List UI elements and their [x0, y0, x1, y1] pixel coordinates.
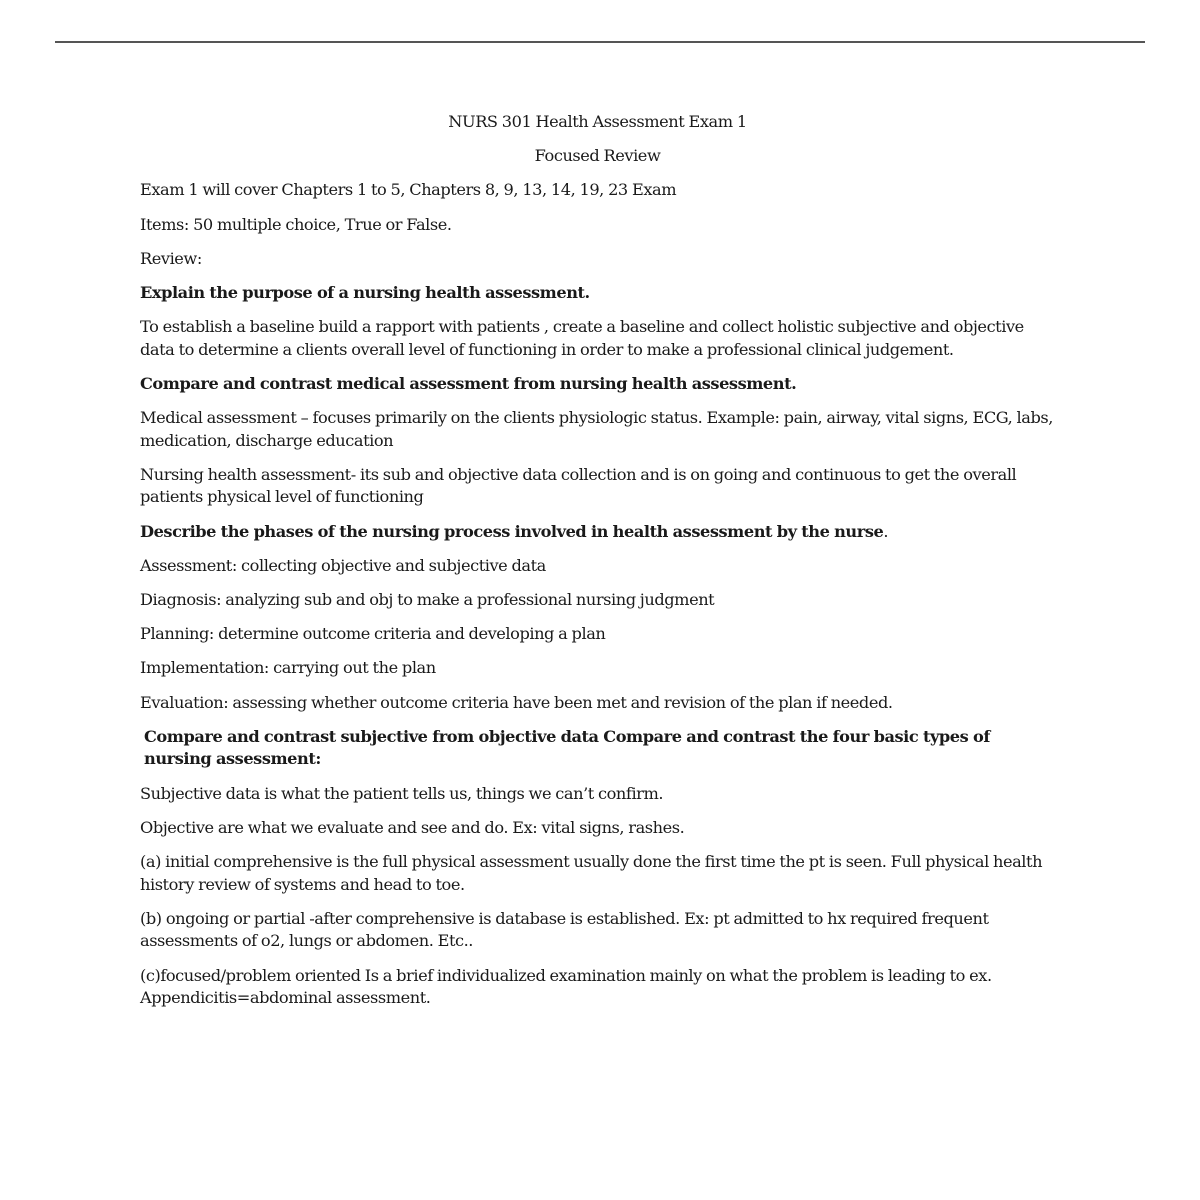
phase-implementation: Implementation: carrying out the plan: [140, 658, 436, 678]
paragraph-medical-assessment: Medical assessment – focuses primarily on the clients physiologic status. Example: pain, airway, vital signs, ECG, labs, medication, discharge education: [140, 408, 1053, 450]
paragraph-nursing-assessment: Nursing health assessment- its sub and objective data collection and is on going and continuous to get the overall patients physical level of functioning: [140, 464, 1017, 507]
phase-evaluation: Evaluation: assessing whether outcome criteria have been met and revision of the plan if needed.: [140, 692, 893, 712]
phase-assessment: Assessment: collecting objective and subjective data: [140, 555, 546, 575]
document-page: [140, 111, 1055, 1021]
paragraph-initial-comprehensive: (a) initial comprehensive is the full physical assessment usually done the first time the pt is seen. Full physical health history review of systems and head to toe.: [140, 851, 1043, 894]
paragraph-objective: Objective are what we evaluate and see and do. Ex: vital signs, rashes.: [140, 817, 685, 837]
section-heading-purpose: Explain the purpose of a nursing health assessment.: [140, 282, 590, 302]
paragraph-focused: (c)focused/problem oriented Is a brief individualized examination mainly on what the problem is leading to ex. Appendicitis=abdominal assessment.: [140, 965, 992, 1008]
header-rule: [55, 41, 1145, 43]
intro-coverage: Exam 1 will cover Chapters 1 to 5, Chapters 8, 9, 13, 14, 19, 23 Exam: [140, 180, 677, 200]
intro-review: Review:: [140, 248, 202, 268]
paragraph-purpose: To establish a baseline build a rapport with patients , create a baseline and collect holistic subjective and objective data to determine a clients overall level of functioning in order to make a professional clinical judgement.: [140, 317, 1024, 359]
paragraph-ongoing-partial: (b) ongoing or partial -after comprehensive is database is established. Ex: pt admitted to hx required frequent assessments of o2, lungs or abdomen. Etc..: [140, 908, 989, 951]
section-heading-data-types: Compare and contrast subjective from objective data Compare and contrast the four basic types of nursing assessment:: [144, 726, 990, 769]
heading-period: .: [883, 521, 889, 541]
section-heading-medical-vs-nursing: Compare and contrast medical assessment from nursing health assessment.: [140, 373, 797, 393]
phase-planning: Planning: determine outcome criteria and developing a plan: [140, 624, 606, 644]
phase-diagnosis: Diagnosis: analyzing sub and obj to make a professional nursing judgment: [140, 590, 715, 610]
section-heading-phases-wrap: [140, 521, 1055, 544]
paragraph-subjective: Subjective data is what the patient tells us, things we can’t confirm.: [140, 783, 664, 803]
document-subtitle: Focused Review: [534, 146, 661, 166]
document-title: NURS 301 Health Assessment Exam 1: [448, 112, 747, 131]
section-heading-phases: Describe the phases of the nursing process involved in health assessment by the nurse: [140, 521, 884, 541]
intro-items: Items: 50 multiple choice, True or False.: [140, 214, 452, 234]
